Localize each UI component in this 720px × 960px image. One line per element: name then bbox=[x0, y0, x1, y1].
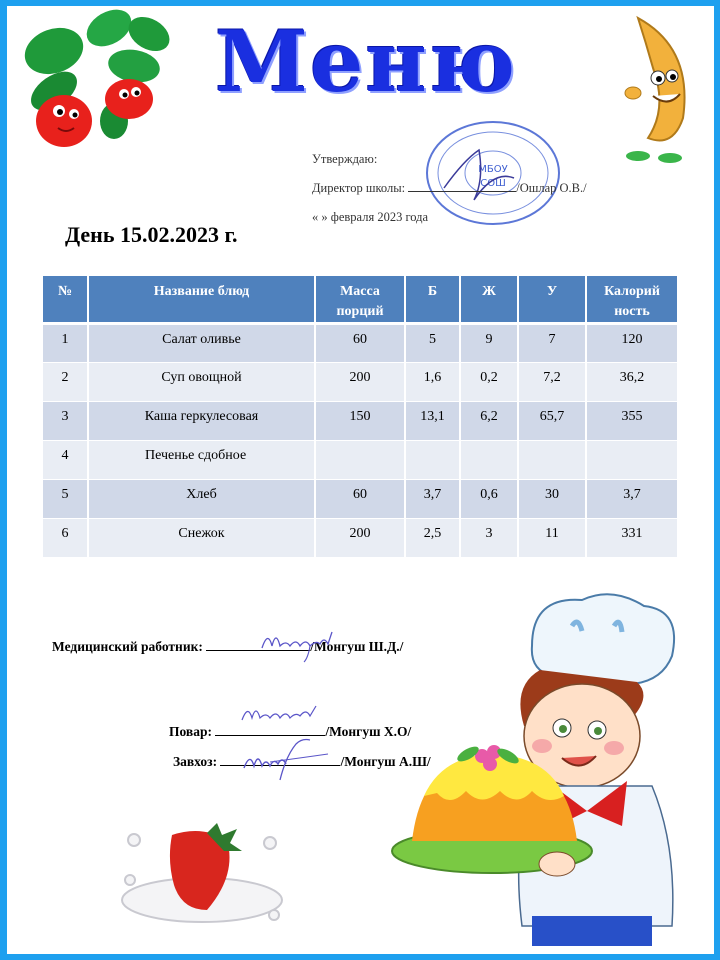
svg-text:МБОУ: МБОУ bbox=[478, 164, 508, 175]
cell-calories: 355 bbox=[586, 402, 677, 441]
cal-header-line1: Калорий bbox=[604, 284, 660, 299]
cell-calories: 120 bbox=[586, 324, 677, 363]
medic-handwritten-signature bbox=[258, 624, 338, 664]
table-row bbox=[43, 441, 677, 480]
cell-dish-name: Суп овощной bbox=[88, 363, 315, 402]
cell-carbs bbox=[518, 441, 586, 480]
table-row bbox=[43, 402, 677, 441]
medic-label: Медицинский работник: bbox=[52, 639, 207, 654]
medic-name: /Монгуш Ш.Д./ bbox=[310, 639, 404, 654]
cell-carbs: 7,2 bbox=[518, 363, 586, 402]
cell-number: 1 bbox=[43, 324, 88, 363]
mass-header-line2: порций bbox=[336, 304, 384, 319]
cook-name: /Монгуш Х.О/ bbox=[325, 724, 412, 739]
cell-carbs: 30 bbox=[518, 480, 586, 519]
menu-table bbox=[43, 276, 677, 558]
cell-carbs: 65,7 bbox=[518, 402, 586, 441]
cell-proteins: 1,6 bbox=[405, 363, 460, 402]
cell-fats: 0,6 bbox=[460, 480, 518, 519]
cell-calories: 331 bbox=[586, 519, 677, 558]
col-header-fats: Ж bbox=[460, 276, 518, 324]
cell-fats: 9 bbox=[460, 324, 518, 363]
cell-fats bbox=[460, 441, 518, 480]
strawberry-right bbox=[105, 79, 153, 119]
col-header-carbs: У bbox=[518, 276, 586, 324]
cell-mass bbox=[315, 441, 405, 480]
director-label: Директор школы: bbox=[312, 181, 409, 195]
col-header-dish-name: Название блюд bbox=[88, 276, 315, 324]
day-date-heading: День 15.02.2023 г. bbox=[65, 222, 238, 247]
cell-mass: 200 bbox=[315, 519, 405, 558]
cell-proteins: 3,7 bbox=[405, 480, 460, 519]
keeper-handwritten-signature bbox=[240, 736, 330, 784]
keeper-name: /Монгуш А.Ш/ bbox=[340, 754, 431, 769]
cell-fats: 3 bbox=[460, 519, 518, 558]
cell-proteins bbox=[405, 441, 460, 480]
col-header-number: № bbox=[43, 276, 88, 324]
strawberry-left bbox=[36, 95, 92, 147]
table-row bbox=[43, 363, 677, 402]
cell-proteins: 2,5 bbox=[405, 519, 460, 558]
cell-mass: 60 bbox=[315, 324, 405, 363]
approval-block bbox=[312, 145, 587, 232]
table-row bbox=[43, 480, 677, 519]
col-header-calories bbox=[586, 276, 677, 324]
cell-dish-name: Хлеб bbox=[88, 480, 315, 519]
cell-calories bbox=[586, 441, 677, 480]
approval-line-director bbox=[312, 174, 587, 203]
cell-proteins: 5 bbox=[405, 324, 460, 363]
cell-mass: 60 bbox=[315, 480, 405, 519]
cell-mass: 200 bbox=[315, 363, 405, 402]
table-row bbox=[43, 324, 677, 363]
cell-fats: 0,2 bbox=[460, 363, 518, 402]
cell-number: 3 bbox=[43, 402, 88, 441]
cook-label: Повар: bbox=[169, 724, 216, 739]
cell-calories: 36,2 bbox=[586, 363, 677, 402]
cell-number: 2 bbox=[43, 363, 88, 402]
director-name: /Ошлар О.В./ bbox=[516, 181, 587, 195]
cell-mass: 150 bbox=[315, 402, 405, 441]
cell-carbs: 11 bbox=[518, 519, 586, 558]
table-header-row bbox=[43, 276, 677, 324]
strawberry-milk-splash-illustration bbox=[112, 815, 292, 930]
cell-fats: 6,2 bbox=[460, 402, 518, 441]
col-header-mass bbox=[315, 276, 405, 324]
strawberries-illustration bbox=[14, 6, 174, 154]
svg-text:СОШ: СОШ bbox=[480, 178, 506, 189]
director-signature-line bbox=[408, 180, 516, 192]
cell-dish-name: Снежок bbox=[88, 519, 315, 558]
approval-line-date: « » февраля 2023 года bbox=[312, 210, 429, 224]
cal-header-line2: ность bbox=[614, 304, 650, 319]
cell-number: 6 bbox=[43, 519, 88, 558]
signature-medic bbox=[52, 637, 403, 655]
mass-header-line1: Масса bbox=[340, 284, 380, 299]
table-row bbox=[43, 519, 677, 558]
cell-number: 4 bbox=[43, 441, 88, 480]
cell-proteins: 13,1 bbox=[405, 402, 460, 441]
cell-dish-name: Печенье сдобное bbox=[88, 441, 315, 480]
cell-number: 5 bbox=[43, 480, 88, 519]
cell-dish-name: Каша геркулесовая bbox=[88, 402, 315, 441]
col-header-proteins: Б bbox=[405, 276, 460, 324]
chef-boy-illustration bbox=[382, 586, 712, 954]
menu-title: Меню bbox=[215, 12, 518, 111]
approval-line-approve: Утверждаю: bbox=[312, 152, 378, 166]
cell-dish-name: Салат оливье bbox=[88, 324, 315, 363]
cell-carbs: 7 bbox=[518, 324, 586, 363]
banana-illustration bbox=[608, 8, 708, 163]
keeper-label: Завхоз: bbox=[173, 754, 221, 769]
cell-calories: 3,7 bbox=[586, 480, 677, 519]
cook-handwritten-signature bbox=[238, 700, 322, 730]
